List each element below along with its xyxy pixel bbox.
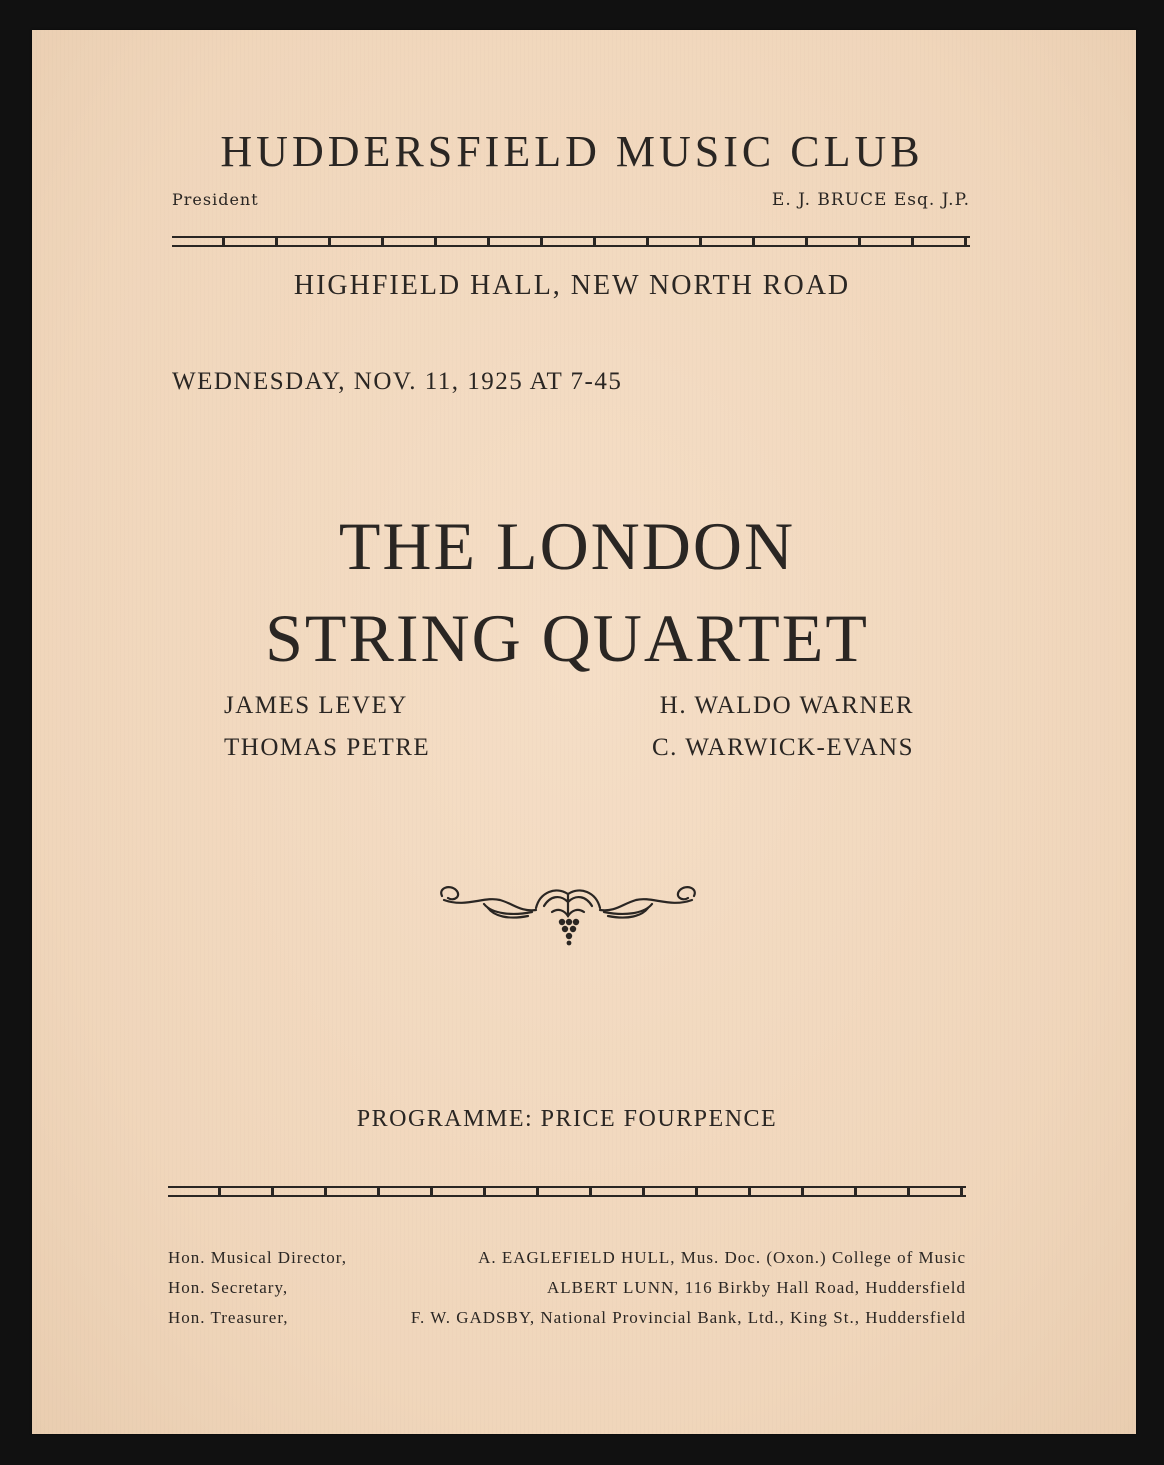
president-name: E. J. BRUCE Esq. J.P. bbox=[771, 190, 970, 210]
officer-role: Hon. Treasurer, bbox=[168, 1308, 289, 1327]
top-divider-rule bbox=[172, 236, 970, 247]
officer-detail: ALBERT LUNN, 116 Birkby Hall Road, Huddersfield bbox=[547, 1278, 966, 1297]
club-title: HUDDERSFIELD MUSIC CLUB bbox=[220, 127, 924, 176]
ensemble-title-line1: THE LONDON bbox=[338, 508, 796, 584]
concert-date: WEDNESDAY, NOV. 11, 1925 AT 7-45 bbox=[172, 368, 623, 395]
officer-detail: A. EAGLEFIELD HULL, Mus. Doc. (Oxon.) College of Music bbox=[478, 1248, 966, 1267]
ribbon-scroll-ornament-icon bbox=[436, 882, 700, 952]
ensemble-title-line2: STRING QUARTET bbox=[265, 600, 869, 676]
officer-role: Hon. Musical Director, bbox=[168, 1248, 348, 1267]
officer-role: Hon. Secretary, bbox=[168, 1278, 289, 1297]
bottom-divider-rule bbox=[168, 1186, 966, 1197]
member-name: THOMAS PETRE bbox=[224, 734, 431, 761]
venue: HIGHFIELD HALL, NEW NORTH ROAD bbox=[293, 270, 851, 301]
member-name: C. WARWICK-EVANS bbox=[652, 734, 914, 761]
president-label: President bbox=[172, 190, 259, 209]
programme-page bbox=[32, 30, 1136, 1434]
programme-price: PROGRAMME: PRICE FOURPENCE bbox=[356, 1106, 778, 1132]
officer-detail: F. W. GADSBY, National Provincial Bank, Ltd., King St., Huddersfield bbox=[410, 1308, 966, 1327]
member-name: JAMES LEVEY bbox=[224, 692, 408, 719]
member-name: H. WALDO WARNER bbox=[659, 692, 914, 719]
